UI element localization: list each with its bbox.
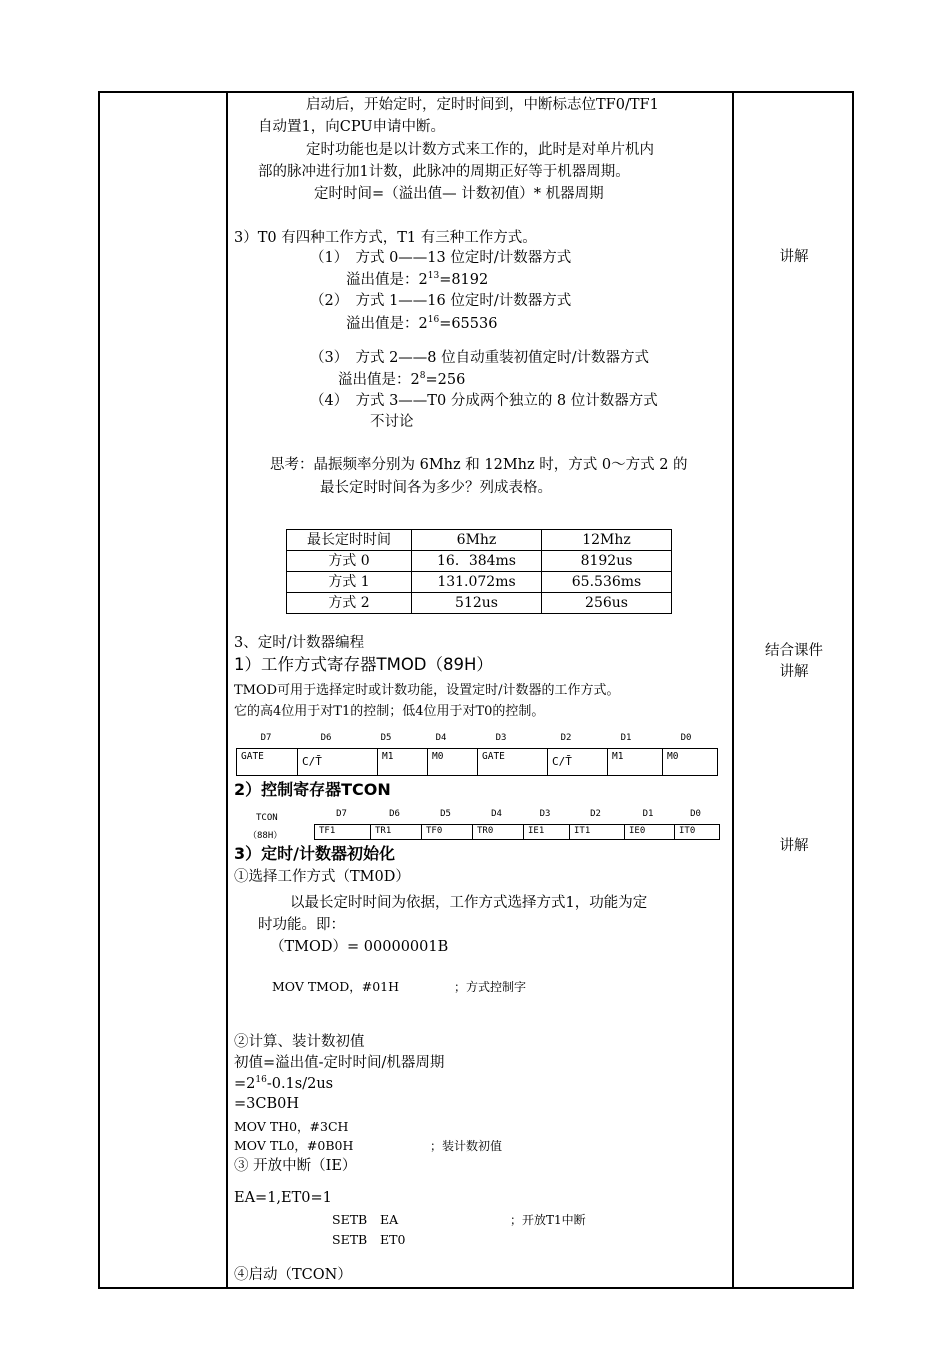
bit-label: D2 xyxy=(590,809,601,819)
tmod-cell: M1 xyxy=(377,749,427,775)
ea-setting: EA=1,ET0=1 xyxy=(234,1190,332,1206)
table-cell: 512us xyxy=(412,593,542,614)
tmod-desc-1: TMOD可用于选择定时或计数功能，设置定时/计数器的工作方式。 xyxy=(234,683,620,698)
tmod-register xyxy=(236,748,718,776)
tmod-cell: C/T̄ xyxy=(297,749,377,775)
tmod-cell: M0 xyxy=(427,749,477,775)
step-1-desc-2: 时功能。即： xyxy=(258,917,345,933)
tcon-cell: TR1 xyxy=(370,825,421,839)
code-mov-tl0-comment: ；装计数初值 xyxy=(430,1139,503,1153)
bit-label: D7 xyxy=(260,733,272,743)
sidebar-label-explain-2: 讲解 xyxy=(779,664,809,680)
table-header-row xyxy=(287,530,672,551)
bit-label: D7 xyxy=(336,809,347,819)
code-setb-ea-op: SETB xyxy=(332,1212,368,1227)
tmod-cell: M0 xyxy=(662,749,717,775)
code-mov-tl0: MOV TL0，#0B0H xyxy=(234,1138,354,1153)
sidebar-label-explain-1: 讲解 xyxy=(779,249,809,265)
mode-3: （4） 方式 3——T0 分成两个独立的 8 位计数器方式 xyxy=(310,393,658,409)
tcon-cell: TR0 xyxy=(472,825,523,839)
table-header-cell: 12Mhz xyxy=(542,530,672,551)
step-1-desc-1: 以最长定时时间为依据，工作方式选择方式1，功能为定 xyxy=(290,895,648,911)
step-2: ②计算、装计数初值 xyxy=(234,1034,365,1050)
mode-3-note: 不讨论 xyxy=(370,414,414,430)
code-setb-et0-arg: ET0 xyxy=(380,1232,406,1247)
table-cell: 8192us xyxy=(542,551,672,572)
table-cell: 方式 1 xyxy=(287,572,412,593)
tcon-cell: TF1 xyxy=(319,826,336,836)
bit-label: D4 xyxy=(435,733,447,743)
tmod-cell: M1 xyxy=(607,749,662,775)
bit-label: D6 xyxy=(320,733,332,743)
timing-table xyxy=(286,529,672,614)
content-column xyxy=(234,93,730,1287)
bit-label: D6 xyxy=(389,809,400,819)
code-setb-et0-op: SETB xyxy=(332,1232,368,1247)
tmod-bit-header xyxy=(236,733,716,743)
intro-line-3: 定时功能也是以计数方式来工作的，此时是对单片机内 xyxy=(306,142,654,158)
table-cell: 16．384ms xyxy=(412,551,542,572)
column-divider-right xyxy=(732,93,734,1287)
code-setb-ea-comment: ；开放T1中断 xyxy=(510,1213,586,1227)
intro-line-1: 启动后，开始定时，定时时间到，中断标志位TF0/TF1 xyxy=(306,97,659,113)
tcon-cell: TF0 xyxy=(421,825,472,839)
tcon-name: TCON xyxy=(256,813,278,823)
bit-label: D1 xyxy=(642,809,654,819)
modes-heading: 3）T0 有四种工作方式，T1 有三种工作方式。 xyxy=(234,230,537,246)
mode-1: （2） 方式 1——16 位定时/计数器方式 xyxy=(310,293,572,309)
table-cell: 方式 0 xyxy=(287,551,412,572)
intro-line-4: 部的脉冲进行加1计数，此脉冲的周期正好等于机器周期。 xyxy=(258,164,630,180)
tcon-heading: 2）控制寄存器TCON xyxy=(234,780,391,799)
table-cell: 65.536ms xyxy=(542,572,672,593)
mode-2-overflow: 溢出值是：$2^8=256$ xyxy=(338,371,466,388)
bit-label: D2 xyxy=(560,733,572,743)
tcon-cell: IT1 xyxy=(569,825,624,839)
calc-line-3: =3CB0H xyxy=(234,1096,299,1112)
table-row xyxy=(287,551,672,572)
sidebar-label-courseware: 结合课件 xyxy=(765,643,823,659)
code-mov-th0: MOV TH0，#3CH xyxy=(234,1119,349,1134)
table-cell: 256us xyxy=(542,593,672,614)
init-heading: 3）定时/计数器初始化 xyxy=(234,844,395,863)
lesson-table xyxy=(98,91,854,1289)
mode-0-overflow: 溢出值是：$2^{13}=8192$ xyxy=(346,271,489,288)
code-mov-tmod: MOV TMOD，#01H xyxy=(272,979,400,994)
tcon-address: （88H） xyxy=(248,831,283,841)
calc-line-1: 初值=溢出值-定时时间/机器周期 xyxy=(234,1055,445,1071)
tcon-register xyxy=(314,824,720,840)
bit-label: D0 xyxy=(680,733,692,743)
tcon-cell: IE1 xyxy=(523,825,569,839)
table-row xyxy=(287,593,672,614)
step-4: ④启动（TCON） xyxy=(234,1267,352,1283)
programming-title: 3、定时/计数器编程 xyxy=(234,635,365,651)
tmod-desc-2: 它的高4位用于对T1的控制；低4位用于对T0的控制。 xyxy=(234,704,545,719)
bit-label: D5 xyxy=(380,733,392,743)
tmod-cell: GATE xyxy=(477,749,547,775)
tmod-value: （TMOD）= 00000001B xyxy=(270,939,449,955)
bit-label: D0 xyxy=(690,809,701,819)
tcon-cell: IT0 xyxy=(674,825,719,839)
table-row xyxy=(287,572,672,593)
table-header-cell: 最长定时时间 xyxy=(287,530,412,551)
bit-label: D1 xyxy=(620,733,632,743)
tcon-bit-header xyxy=(314,809,718,819)
column-divider-left xyxy=(226,93,228,1287)
code-setb-ea-arg: EA xyxy=(380,1212,399,1227)
calc-line-2: $=2^{16}-0.1s/2us$ xyxy=(234,1075,334,1092)
bit-label: D5 xyxy=(440,809,451,819)
tcon-cell: IE0 xyxy=(624,825,674,839)
bit-label: D4 xyxy=(491,809,502,819)
think-line-1: 思考：晶振频率分别为 6Mhz 和 12Mhz 时，方式 0～方式 2 的 xyxy=(270,457,688,473)
timing-formula: 定时时间=（溢出值— 计数初值）* 机器周期 xyxy=(314,186,604,202)
mode-1-overflow: 溢出值是：$2^{16}=65536$ xyxy=(346,315,498,332)
table-cell: 131.072ms xyxy=(412,572,542,593)
think-line-2: 最长定时时间各为多少？列成表格。 xyxy=(320,480,552,496)
mode-2: （3） 方式 2——8 位自动重装初值定时/计数器方式 xyxy=(310,350,650,366)
mode-0: （1） 方式 0——13 位定时/计数器方式 xyxy=(310,250,572,266)
code-mov-tmod-comment: ；方式控制字 xyxy=(454,980,527,994)
step-1: ①选择工作方式（TM0D） xyxy=(234,869,410,885)
tmod-heading: 1）工作方式寄存器TMOD（89H） xyxy=(234,655,493,674)
bit-label: D3 xyxy=(495,733,507,743)
table-header-cell: 6Mhz xyxy=(412,530,542,551)
bit-label: D3 xyxy=(539,809,551,819)
step-3: ③ 开放中断（IE） xyxy=(234,1158,357,1174)
tmod-cell: GATE xyxy=(241,751,264,762)
tmod-cell: C/T̄ xyxy=(547,749,607,775)
sidebar-label-explain-3: 讲解 xyxy=(779,838,809,854)
table-cell: 方式 2 xyxy=(287,593,412,614)
intro-line-2: 自动置1，向CPU申请中断。 xyxy=(258,119,446,135)
